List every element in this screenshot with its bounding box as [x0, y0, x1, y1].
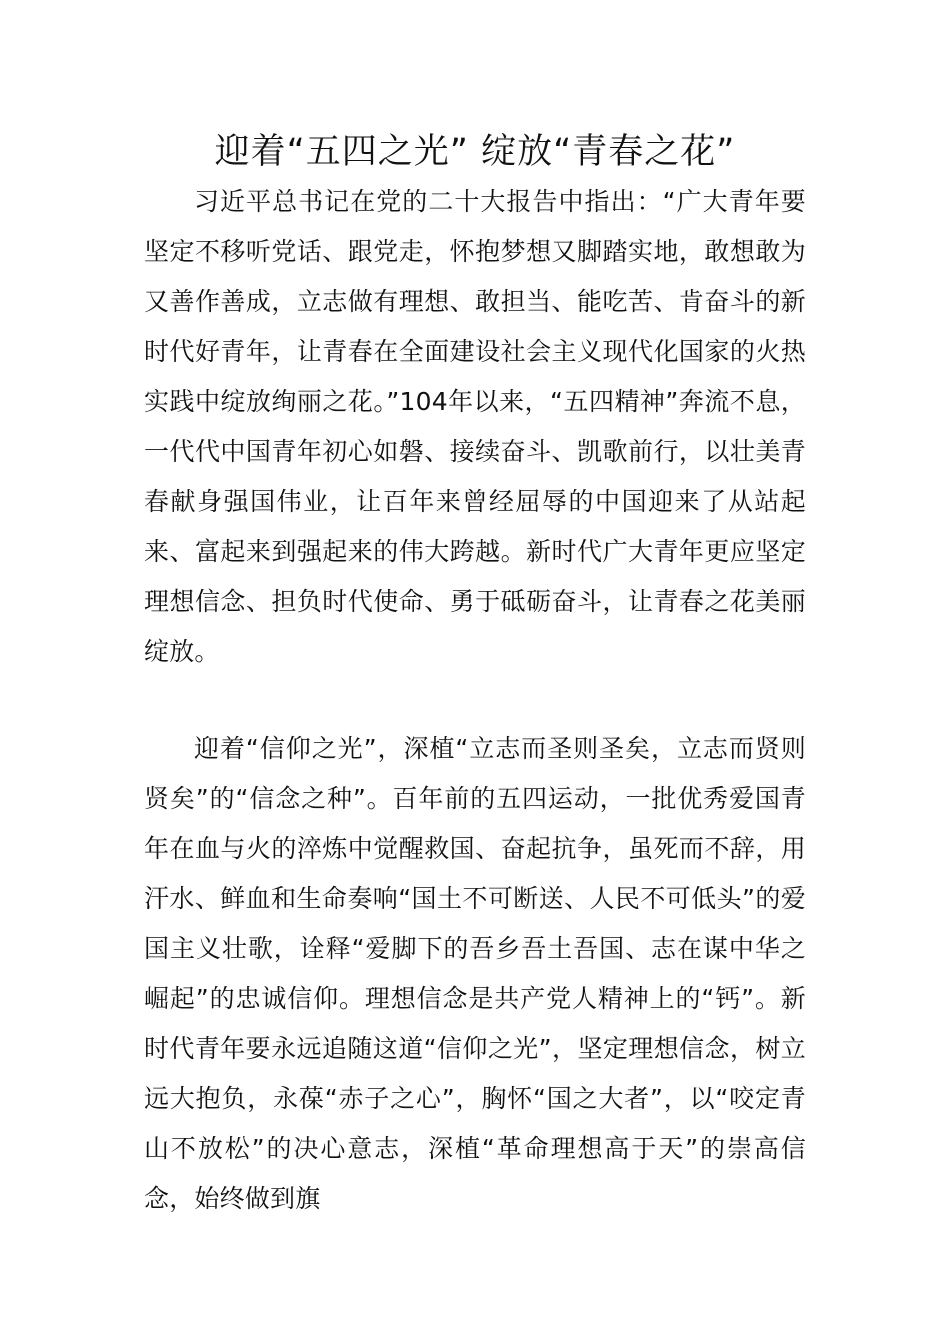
- paragraph-2: 迎着“信仰之光”，深植“立志而圣则圣矣，立志而贤则贤矣”的“信念之种”。百年前的五四运动，一批优秀爱国青年在血与火的淬炼中觉醒救国、奋起抗争，虽死而不辞，用汗水、鲜血和生命奏响“国土不可断送、人民不可低头”的爱国主义壮歌，诠释“爱脚下的吾乡吾土吾国、志在谋中华之崛起”的忠诚信仰。理想信念是共产党人精神上的“钙”。新时代青年要永远追随这道“信仰之光”，坚定理想信念，树立远大抱负，永葆“赤子之心”，胸怀“国之大者”，以“咬定青山不放松”的决心意志，深植“革命理想高于天”的崇高信念，始终做到旗: [144, 734, 806, 1213]
- paragraph-1: 习近平总书记在党的二十大报告中指出：“广大青年要坚定不移听党话、跟党走，怀抱梦想又脚踏实地，敢想敢为又善作善成，立志做有理想、敢担当、能吃苦、肯奋斗的新时代好青年，让青春在全面建设社会主义现代化国家的火热实践中绽放绚丽之花。”104年以来，“五四精神”奔流不息，一代代中国青年初心如磐、接续奋斗、凯歌前行，以壮美青春献身强国伟业，让百年来曾经屈辱的中国迎来了从站起来、富起来到强起来的伟大跨越。新时代广大青年更应坚定理想信念、担负时代使命、勇于砥砺奋斗，让青春之花美丽绽放。: [144, 187, 806, 666]
- document-title: 迎着“五四之光” 绽放“青春之花”: [214, 132, 736, 172]
